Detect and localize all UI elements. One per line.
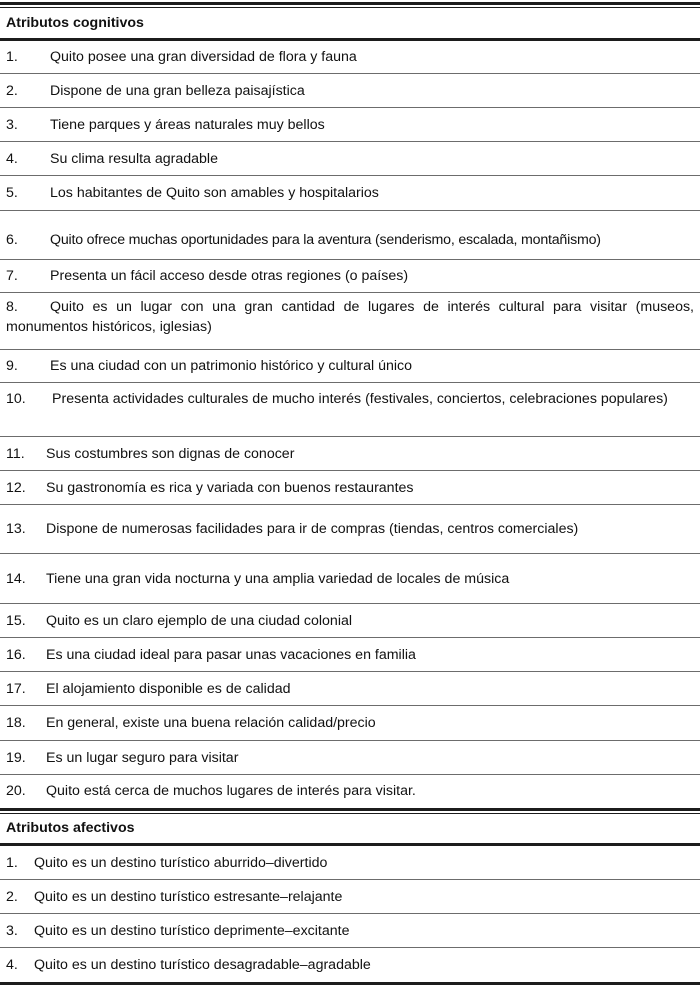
list-item <box>0 741 700 774</box>
item-number: 9. <box>6 358 18 374</box>
item-number: 12. <box>6 479 26 496</box>
item-number: 3. <box>6 116 18 133</box>
item-number: 15. <box>6 612 26 629</box>
item-number: 16. <box>6 646 26 663</box>
top-border <box>0 2 700 5</box>
item-text: Dispone de numerosas facilidades para ir de compras (tiendas, centros comerciales) <box>46 521 579 537</box>
item-text: Presenta un fácil acceso desde otras regiones (o países) <box>50 268 409 284</box>
list-item <box>0 846 700 879</box>
item-number: 2. <box>6 82 18 99</box>
item-text: Quito es un destino turístico desagradable–agradable <box>34 957 371 973</box>
list-item <box>0 505 700 553</box>
item-text: Quito es un destino turístico aburrido–divertido <box>34 854 328 871</box>
list-item <box>0 293 700 349</box>
list-item <box>0 948 700 982</box>
item-text: Quito ofrece muchas oportunidades para la aventura (senderismo, escalada, montañismo) <box>50 232 601 248</box>
list-item <box>0 211 700 259</box>
list-item <box>0 437 700 470</box>
item-number: 1. <box>6 49 18 65</box>
item-number: 13. <box>6 521 26 537</box>
item-text: Quito es un claro ejemplo de una ciudad colonial <box>46 612 353 629</box>
list-item <box>0 706 700 740</box>
item-number: 2. <box>6 888 18 905</box>
list-item <box>0 604 700 637</box>
item-text: Su gastronomía es rica y variada con buenos restaurantes <box>46 479 414 496</box>
item-number: 8. <box>6 299 18 315</box>
item-text: Es una ciudad con un patrimonio histórico y cultural único <box>50 358 412 374</box>
list-item <box>0 775 700 807</box>
list-item <box>0 471 700 504</box>
item-text: Quito es un destino turístico deprimente–excitante <box>34 922 350 939</box>
section-title-cognitive: Atributos cognitivos <box>6 14 144 31</box>
list-item <box>0 914 700 947</box>
list-item <box>0 554 700 603</box>
section-header-affective <box>0 813 700 843</box>
item-text: Tiene parques y áreas naturales muy bellos <box>50 116 325 133</box>
item-number: 1. <box>6 854 18 871</box>
item-text: Presenta actividades culturales de mucho interés (festivales, conciertos, celebraciones populares) <box>52 391 668 407</box>
item-text: Es un lugar seguro para visitar <box>46 749 239 766</box>
item-number: 18. <box>6 715 26 731</box>
item-number: 7. <box>6 268 18 284</box>
item-text: El alojamiento disponible es de calidad <box>46 680 291 697</box>
item-text: Quito es un destino turístico estresante–relajante <box>34 888 343 905</box>
list-item <box>0 350 700 382</box>
item-number: 11. <box>6 445 25 462</box>
list-item <box>0 672 700 705</box>
list-item <box>0 41 700 73</box>
list-item <box>0 142 700 175</box>
item-text: Dispone de una gran belleza paisajística <box>50 82 305 99</box>
list-item <box>0 383 700 436</box>
item-number: 5. <box>6 185 18 201</box>
item-number: 4. <box>6 957 18 973</box>
item-number: 14. <box>6 570 26 587</box>
list-item <box>0 638 700 671</box>
list-item <box>0 176 700 210</box>
item-text: Quito es un lugar con una gran cantidad de lugares de interés cultural para visitar (museos, monumentos históricos, iglesias) <box>6 299 694 335</box>
item-text: En general, existe una buena relación calidad/precio <box>46 715 376 731</box>
list-item <box>0 108 700 141</box>
item-text: Su clima resulta agradable <box>50 150 218 167</box>
item-number: 20. <box>6 783 26 799</box>
item-text: Quito está cerca de muchos lugares de interés para visitar. <box>46 783 416 799</box>
item-number: 3. <box>6 922 18 939</box>
section-title-affective: Atributos afectivos <box>6 820 135 836</box>
item-number: 10. <box>6 391 26 407</box>
item-text: Quito posee una gran diversidad de flora y fauna <box>50 49 357 65</box>
item-text: Los habitantes de Quito son amables y hospitalarios <box>50 185 379 201</box>
item-text: Es una ciudad ideal para pasar unas vacaciones en familia <box>46 646 416 663</box>
item-number: 19. <box>6 749 26 766</box>
list-item <box>0 74 700 107</box>
item-number: 4. <box>6 150 18 167</box>
list-item <box>0 260 700 292</box>
section-header-cognitive <box>0 7 700 38</box>
list-item <box>0 880 700 913</box>
item-text: Sus costumbres son dignas de conocer <box>46 445 295 462</box>
item-text: Tiene una gran vida nocturna y una amplia variedad de locales de música <box>46 570 510 587</box>
item-number: 17. <box>6 680 26 697</box>
section-separator <box>0 808 700 811</box>
item-number: 6. <box>6 232 18 248</box>
